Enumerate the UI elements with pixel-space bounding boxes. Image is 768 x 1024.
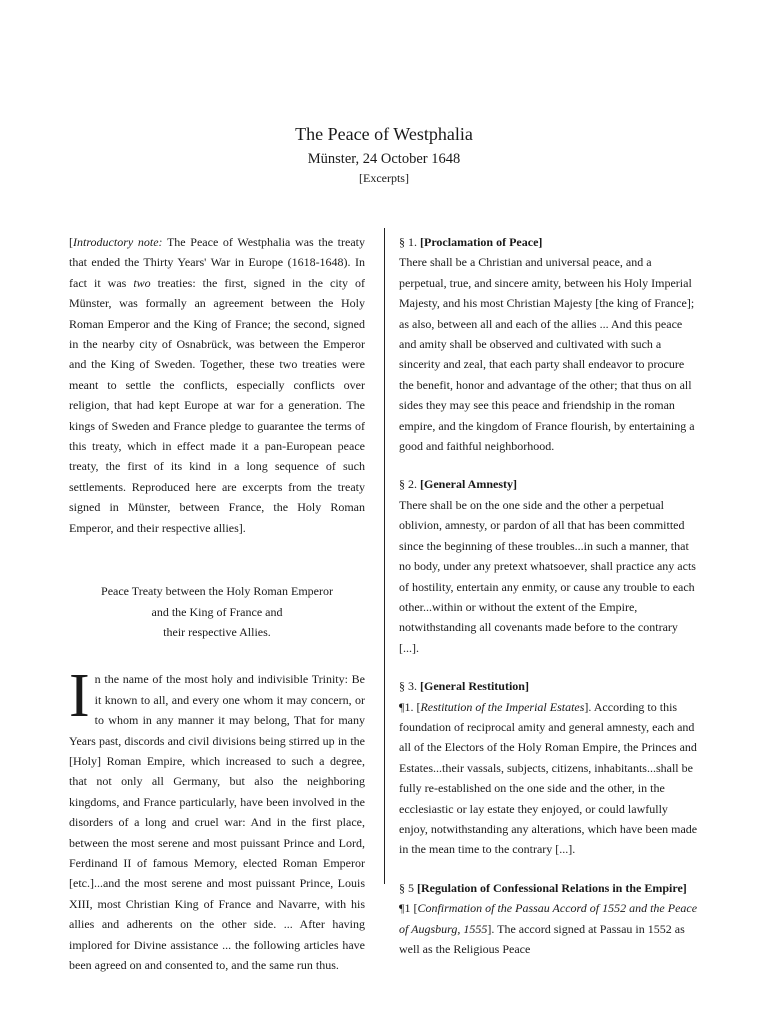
preamble-text: n the name of the most holy and indivisible Trinity: Be it known to all, and every one whom it may concern, or to whom in any manner it may belong, That for many Years past, discords and civil divisions being stirred up in the [Holy] Roman Empire, which increased to such a degree, that not only all Germany, but also the neighboring kingdoms, and France particularly, have been involved in the disorders of a long and cruel war: And in the first place, between the most serene and most puissant Prince and Lord, Ferdinand II of famous Memory, elected Roman Emperor [etc.]...and the most serene and most puissant Prince, Louis XIII, most Christian King of France and Navarre, with his allies and adherents on the other side. ... After having implored for Divine assistance ... the following articles have been agreed on and consented to, and the same run thus.: [69, 672, 365, 972]
section-2-heading: [399, 474, 699, 494]
section-3-para-title: Restitution of the Imperial Estates: [420, 699, 585, 714]
section-5-heading: [399, 878, 699, 898]
section-1-text: There shall be a Christian and universal peace, and a perpetual, true, and sincere amity, between his Holy Imperial Majesty, and his most Christian Majesty [the king of France]; as also, between all and each of the allies ... And this peace and amity shall be observed and cultivated with such a sincerity and zeal, that each party shall endeavor to procure the benefit, honor and advantage of the other; that thus on all sides they may see this peace and friendship in the roman empire, and the kingdom of France flourish, by entertaining a good and faithful neighborhood.: [399, 255, 695, 454]
section-3-title: [General Restitution]: [420, 679, 529, 694]
column-divider: [384, 228, 385, 884]
intro-emphasis: two: [133, 275, 151, 290]
left-column: [69, 232, 365, 975]
right-column: [399, 232, 699, 959]
section-2-number: § 2.: [399, 477, 420, 492]
treaty-heading-line-1: Peace Treaty between the Holy Roman Emperor: [101, 584, 333, 599]
section-3-text: [399, 697, 699, 860]
section-3: [399, 676, 699, 860]
section-2: [399, 474, 699, 658]
section-1-number: § 1.: [399, 235, 420, 249]
section-3-number: § 3.: [399, 679, 420, 694]
intro-text-b: treaties: the first, signed in the city of Münster, was formally an agreement between the Holy Roman Emperor and the King of France; the second, signed in the nearby city of Osnabrück, was between the Emperor and the King of Sweden. Together, these two treaties were meant to settle the conflicts, especially conflicts over religion, that had kept Europe at war for a generation. The kings of Sweden and France pledge to guarantee the terms of this treaty, which in effect made it a pan-European peace treaty, the first of its kind in a long sequence of such settlements. Reproduced here are excerpts from the treaty signed in Münster, between France, the Holy Roman Emperor, and their respective allies].: [69, 275, 365, 535]
document-subtitle: Münster, 24 October 1648: [307, 151, 461, 167]
treaty-heading-line-3: their respective Allies.: [163, 624, 271, 639]
document-header: [0, 122, 768, 186]
section-5-para-text: ]. The accord signed at Passau in 1552 as well as the Religious Peace: [399, 921, 685, 956]
excerpt-note: [Excerpts]: [359, 171, 409, 185]
section-5-para-title: Confirmation of the Passau Accord of 1552 and the Peace of Augsburg, 1555: [399, 901, 698, 936]
drop-cap: I: [69, 662, 90, 731]
introductory-note: [69, 232, 365, 538]
section-1: [399, 232, 699, 456]
section-1-title: [Proclamation of Peace]: [420, 235, 543, 249]
section-5-text: [399, 898, 699, 959]
section-5-title: [Regulation of Confessional Relations in the Empire]: [417, 880, 687, 895]
section-2-title: [General Amnesty]: [420, 477, 517, 492]
section-5-para-mark: ¶1 [: [399, 901, 418, 916]
section-5: [399, 878, 699, 960]
section-3-heading: [399, 676, 699, 696]
intro-text-a: The Peace of Westphalia was the treaty that ended the Thirty Years' War in Europe (1618-1648). In fact it was: [69, 235, 365, 290]
section-2-text: There shall be on the one side and the other a perpetual oblivion, amnesty, or pardon of all that has been committed since the beginning of these troubles...in such a manner, that no body, under any pretext whatsoever, shall practice any acts of hostility, entertain any enmity, or cause any trouble to each other...within or without the extent of the Empire, notwithstanding all covenants made before to the contrary [...].: [399, 497, 696, 655]
section-1-heading: [399, 232, 699, 252]
section-5-number: § 5: [399, 880, 417, 895]
intro-label: Introductory note:: [73, 235, 163, 249]
document-title: The Peace of Westphalia: [295, 124, 473, 144]
section-3-para-text: ]. According to this foundation of reciprocal amity and general amnesty, each and all of the Electors of the Holy Roman Empire, the Princes and Estates...their vassals, subjects, citizens, inhabitants...shall be fully re-established on the one side and the other, in the ecclesiastic or lay estate they enjoyed, or could lawfully enjoy, notwithstanding any alterations, which have been made in the mean time to the contrary [...].: [399, 699, 698, 857]
treaty-preamble: [69, 662, 365, 975]
treaty-heading-line-2: and the King of France and: [151, 604, 283, 619]
section-3-para-mark: ¶1. [: [399, 699, 421, 714]
treaty-heading: [69, 581, 365, 642]
intro-open-bracket: [: [69, 235, 73, 249]
